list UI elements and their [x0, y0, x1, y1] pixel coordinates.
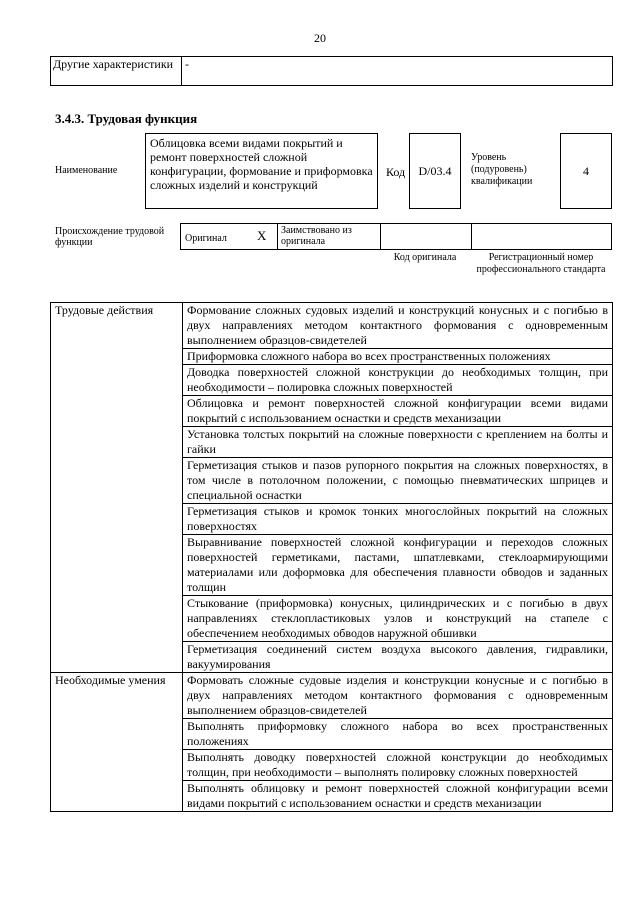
labor-action-item: Стыкование (приформовка) конусных, цилиндрических и с погибью в двух направлениях стеклопластиковых узлов и конструкций на стапеле с обеспечением необходимых обводов наружной обшивки [183, 596, 613, 642]
labor-action-item: Герметизация соединений систем воздуха высокого давления, гидравлики, вакуумирования [183, 642, 613, 673]
labor-action-item: Облицовка и ремонт поверхностей сложной конфигурации всеми видами покрытий с использованием оснастки и средств механизации [183, 396, 613, 427]
name-label: Наименование [55, 165, 118, 176]
origin-divider [471, 224, 472, 249]
skill-item: Выполнять доводку поверхностей сложной конструкции до необходимых толщин, при необходимости – выполнять полировку сложных поверхностей [183, 750, 613, 781]
code-label: Код [386, 165, 406, 179]
registration-number-caption: Регистрационный номер профессионального стандарта [476, 252, 606, 275]
labor-function-table [50, 302, 613, 812]
borrowed-label: Заимствовано из оригинала [281, 225, 352, 247]
function-code-box: D/03.4 [409, 133, 461, 209]
other-characteristics-table [50, 56, 613, 86]
origin-divider [277, 224, 278, 249]
section-title: 3.4.3. Трудовая функция [55, 111, 198, 126]
skill-item: Выполнять облицовку и ремонт поверхностей сложной конфигурации всеми видами покрытий с использованием оснастки и средств механизации [183, 781, 613, 812]
labor-action-item: Герметизация стыков и кромок тонких многослойных покрытий на сложных поверхностях [183, 504, 613, 535]
original-label: Оригинал [185, 233, 227, 244]
table-row [51, 303, 613, 349]
original-mark: X [257, 228, 267, 243]
labor-action-item: Приформовка сложного набора во всех пространственных положениях [183, 349, 613, 365]
other-characteristics-value: - [185, 57, 189, 71]
level-label: Уровень (подуровень) квалификации [471, 152, 533, 187]
skill-item: Выполнять приформовку сложного набора во всех пространственных положениях [183, 719, 613, 750]
origin-divider [380, 224, 381, 249]
code-original-caption: Код оригинала [393, 252, 457, 263]
table-row [51, 673, 613, 719]
labor-action-item: Формование сложных судовых изделий и конструкций конусных и с погибью в двух направлениях методом контактного формования с одновременным выполнением образцов-свидетелей [183, 303, 613, 349]
origin-row [180, 223, 612, 250]
table-divider [181, 57, 182, 85]
origin-label: Происхождение трудовой функции [55, 226, 165, 248]
labor-action-item: Выравнивание поверхностей сложной конфигурации и переходов сложных поверхностей герметиками, пастами, шпатлевками, стеклоармирующими материалами или доформовка для обеспечения плавности обводов и заданных толщин [183, 535, 613, 596]
skill-item: Формовать сложные судовые изделия и конструкции конусные и с погибью в двух направлениях методом контактного формования с одновременным выполнением образцов-свидетелей [183, 673, 613, 719]
labor-action-item: Доводка поверхностей сложной конструкции до необходимых толщин, при необходимости – полировка сложных поверхностей [183, 365, 613, 396]
labor-action-item: Установка толстых покрытий на сложные поверхности с креплением на болты и гайки [183, 427, 613, 458]
function-name-box: Облицовка всеми видами покрытий и ремонт поверхностей сложной конфигурации, формование и приформовка сложных изделий и конструкций [145, 133, 378, 209]
labor-actions-label: Трудовые действия [51, 303, 183, 673]
other-characteristics-label: Другие характеристики [53, 57, 174, 71]
qualification-level-box: 4 [560, 133, 612, 209]
skills-label: Необходимые умения [51, 673, 183, 812]
page-number: 20 [314, 31, 326, 45]
labor-action-item: Герметизация стыков и пазов рупорного покрытия на сложных поверхностях, в том числе в потолочном положении, с помощью пневматических шприцев и специальной оснастки [183, 458, 613, 504]
